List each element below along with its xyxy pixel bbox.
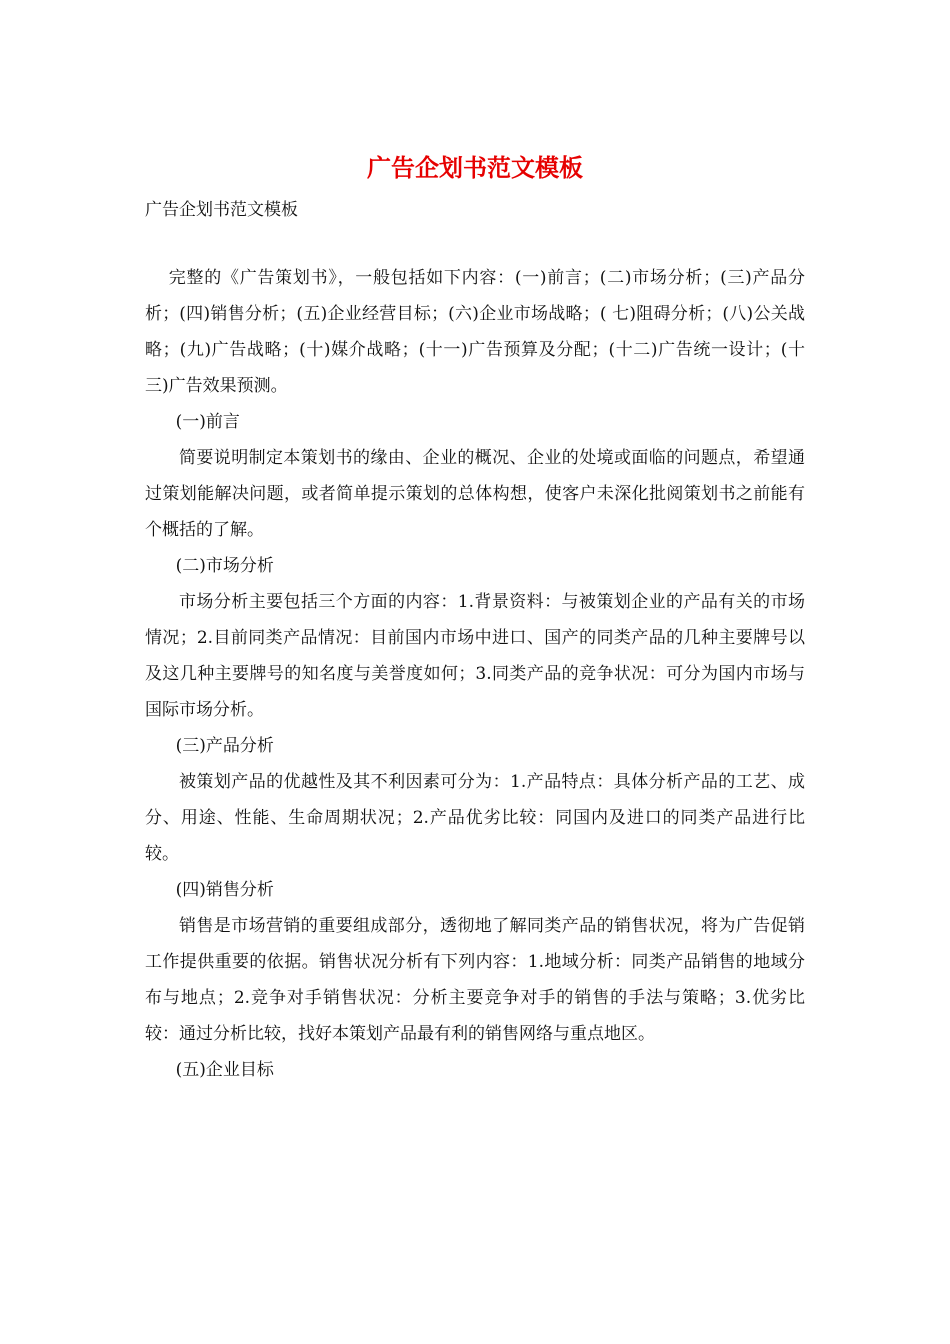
document-subtitle: 广告企划书范文模板	[145, 200, 298, 220]
document-body	[145, 260, 805, 1088]
paragraph-preface: 简要说明制定本策划书的缘由、企业的概况、企业的处境或面临的问题点，希望通过策划能解决问题，或者简单提示策划的总体构想，使客户未深化批阅策划书之前能有个概括的了解。	[145, 448, 805, 540]
intro-paragraph: 完整的《广告策划书》，一般包括如下内容：(一)前言；(二)市场分析；(三)产品分析；(四)销售分析；(五)企业经营目标；(六)企业市场战略；( 七)阻碍分析；(八)公关战略；(九)广告战略；(十)媒介战略；(十一)广告预算及分配；(十二)广告统一设计；(十三)广告效果预测。	[145, 268, 805, 396]
section-heading-product-analysis: (三)产品分析	[175, 736, 274, 756]
paragraph-product-analysis: 被策划产品的优越性及其不利因素可分为：1.产品特点：具体分析产品的工艺、成分、用途、性能、生命周期状况；2.产品优劣比较：同国内及进口的同类产品进行比较。	[145, 772, 805, 864]
document-title: 广告企划书范文模板	[367, 153, 583, 182]
section-heading-market-analysis: (二)市场分析	[175, 556, 274, 576]
paragraph-sales-analysis: 销售是市场营销的重要组成部分，透彻地了解同类产品的销售状况，将为广告促销工作提供重要的依据。销售状况分析有下列内容：1.地域分析：同类产品销售的地域分布与地点；2.竞争对手销售状况：分析主要竞争对手的销售的手法与策略；3.优劣比较：通过分析比较，找好本策划产品最有利的销售网络与重点地区。	[145, 916, 805, 1044]
section-heading-enterprise-goals: (五)企业目标	[175, 1060, 274, 1080]
paragraph-market-analysis: 市场分析主要包括三个方面的内容：1.背景资料：与被策划企业的产品有关的市场情况；2.目前同类产品情况：目前国内市场中进口、国产的同类产品的几种主要牌号以及这几种主要牌号的知名度与美誉度如何；3.同类产品的竞争状况：可分为国内市场与国际市场分析。	[145, 592, 805, 720]
section-heading-sales-analysis: (四)销售分析	[175, 880, 274, 900]
section-heading-preface: (一)前言	[175, 412, 240, 432]
